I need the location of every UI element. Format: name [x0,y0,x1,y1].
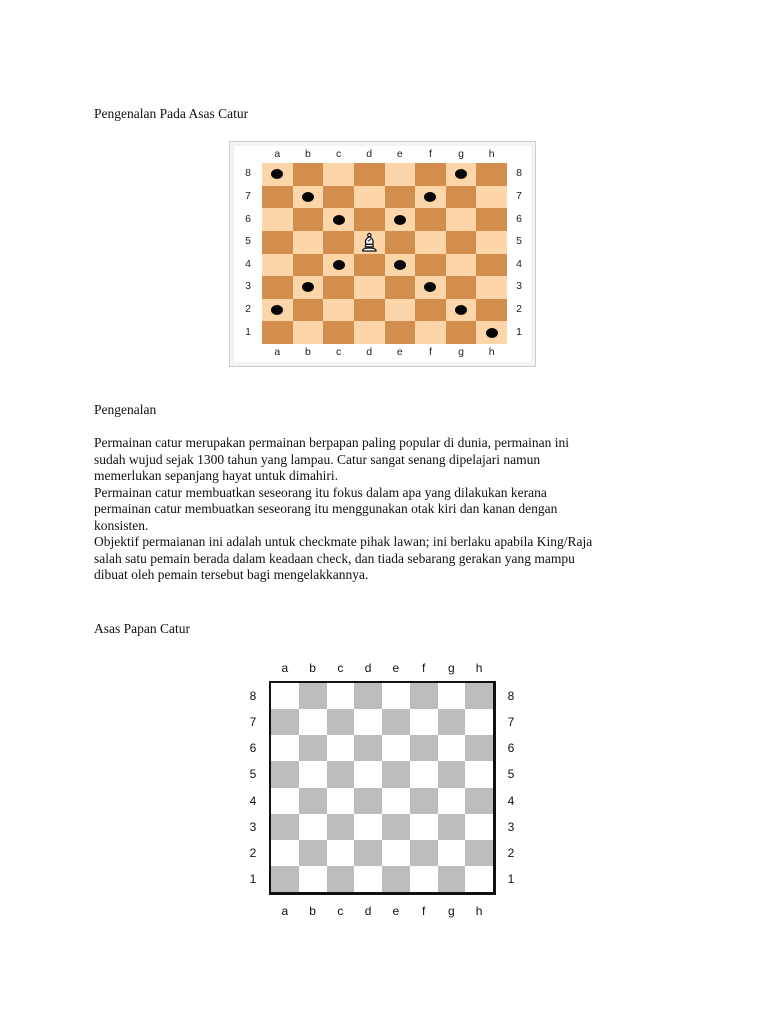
square-d2 [354,299,385,322]
rank-label-left: 6 [245,212,251,225]
square-c6 [323,208,354,231]
square-c8 [327,683,355,709]
square-e8 [382,683,410,709]
paragraph-line: konsisten. [94,517,149,533]
diagram-board [262,163,507,344]
square-h6 [465,735,493,761]
square-h4 [465,788,493,814]
square-g3 [438,814,466,840]
file-label-bottom: c [337,904,344,918]
position-dot [455,169,467,179]
square-g5 [446,231,477,254]
square-g2 [438,840,466,866]
position-dot [455,305,467,315]
square-h8 [465,683,493,709]
rank-label-right: 4 [516,257,522,270]
square-d7 [354,709,382,735]
file-label-bottom: b [309,904,316,918]
rank-label-right: 8 [507,689,515,704]
rank-label-left: 7 [245,189,251,202]
square-c1 [327,866,355,892]
paragraph-line: permainan catur membuatkan seseorang itu menggunakan otak kiri dan kanan dengan [94,501,558,516]
position-dot [486,328,498,338]
square-d3 [354,276,385,299]
square-f7 [410,709,438,735]
square-c7 [327,709,355,735]
square-a2 [271,840,299,866]
paragraph-line: Permainan catur membuatkan seseorang itu fokus dalam apa yang dilakukan kerana [94,484,547,500]
square-g8 [446,163,477,186]
square-f6 [415,208,446,231]
file-label-top: d [366,148,373,160]
square-f3 [415,276,446,299]
square-d7 [354,186,385,209]
square-d2 [354,840,382,866]
rank-label-right: 4 [507,793,515,808]
file-label-bottom: d [366,346,373,358]
square-a8 [262,163,293,186]
file-label-top: h [488,148,495,160]
square-a7 [262,186,293,209]
rank-label-right: 3 [516,280,522,293]
file-label-bottom: a [281,904,289,918]
file-label-top: c [337,661,344,675]
square-a1 [271,866,299,892]
position-dot [271,169,283,179]
square-a5 [262,231,293,254]
square-g7 [446,186,477,209]
empty-board [269,681,496,895]
file-label-top: b [305,148,311,160]
square-f1 [415,321,446,344]
square-g1 [438,866,466,892]
file-label-top: g [448,661,455,675]
rank-label-left: 4 [245,257,251,270]
rank-label-left: 5 [245,235,251,248]
square-e4 [385,254,416,277]
square-c5 [327,761,355,787]
square-g4 [438,788,466,814]
paragraph-line: sudah wujud sejak 1300 tahun yang lampau. Catur sangat senang dipelajari namun [94,451,541,467]
square-d5 [354,231,385,254]
square-g4 [446,254,477,277]
square-d6 [354,735,382,761]
square-e7 [382,709,410,735]
square-b2 [299,840,327,866]
square-f6 [410,735,438,761]
rank-label-left: 7 [249,715,257,730]
square-a2 [262,299,293,322]
square-h5 [476,231,507,254]
square-h3 [465,814,493,840]
file-label-bottom: a [274,346,281,358]
file-label-top: a [281,661,289,675]
file-label-top: e [392,661,400,675]
square-f2 [415,299,446,322]
rank-label-right: 8 [516,167,522,180]
square-e5 [385,231,416,254]
file-label-bottom: f [421,904,426,918]
square-f3 [410,814,438,840]
rank-label-right: 1 [507,871,515,886]
file-label-bottom: e [392,904,400,918]
square-h1 [476,321,507,344]
square-e6 [385,208,416,231]
square-b6 [299,735,327,761]
square-c4 [323,254,354,277]
square-b8 [293,163,324,186]
square-f8 [410,683,438,709]
square-b3 [293,276,324,299]
file-label-top: c [335,148,342,160]
position-dot [333,260,345,270]
square-b7 [299,709,327,735]
position-dot [271,305,283,315]
position-dot [302,282,314,292]
square-d5 [354,761,382,787]
square-a5 [271,761,299,787]
square-f2 [410,840,438,866]
rank-label-left: 4 [249,793,257,808]
paragraph-line: memerlukan sepanjang hayat untuk dimahiri. [94,468,339,483]
square-e1 [385,321,416,344]
rank-label-left: 2 [245,303,251,316]
rank-label-left: 5 [249,767,257,782]
file-label-bottom: b [305,346,311,358]
position-dot [424,282,436,292]
square-d1 [354,321,385,344]
position-dot [302,192,314,202]
rank-label-left: 3 [245,280,251,293]
square-h7 [476,186,507,209]
rank-label-left: 3 [249,819,257,834]
square-a4 [271,788,299,814]
square-g6 [446,208,477,231]
square-f7 [415,186,446,209]
rank-label-right: 5 [507,767,515,782]
square-a3 [271,814,299,840]
square-c7 [323,186,354,209]
square-b6 [293,208,324,231]
square-f1 [410,866,438,892]
rank-label-right: 6 [516,212,522,225]
square-e4 [382,788,410,814]
square-d8 [354,683,382,709]
file-label-bottom: f [428,346,432,358]
square-c2 [327,840,355,866]
square-a8 [271,683,299,709]
paragraph-line: Objektif permaianan ini adalah untuk checkmate pihak lawan; ini berlaku apabila King/Raja [94,534,593,549]
square-a7 [271,709,299,735]
square-d1 [354,866,382,892]
body-paragraph [94,435,674,584]
square-h7 [465,709,493,735]
file-label-bottom: e [396,346,403,358]
square-g8 [438,683,466,709]
bishop-icon [354,231,385,254]
rank-label-right: 5 [516,235,522,248]
square-c4 [327,788,355,814]
square-b7 [293,186,324,209]
square-f5 [410,761,438,787]
file-label-top: h [475,661,483,675]
paragraph-line: Permainan catur merupakan permainan berpapan paling popular di dunia, permainan ini [94,435,569,450]
square-a3 [262,276,293,299]
square-e6 [382,735,410,761]
file-label-top: g [458,148,464,160]
square-b3 [299,814,327,840]
board-section-title: Asas Papan Catur [94,621,190,636]
square-b8 [299,683,327,709]
square-h4 [476,254,507,277]
file-label-bottom: g [448,904,455,918]
square-b4 [293,254,324,277]
square-b5 [299,761,327,787]
square-g3 [446,276,477,299]
file-label-bottom: c [335,346,342,358]
square-c6 [327,735,355,761]
rank-label-right: 7 [516,189,522,202]
square-h3 [476,276,507,299]
rank-label-left: 8 [249,689,257,704]
square-f5 [415,231,446,254]
square-a1 [262,321,293,344]
rank-label-left: 1 [249,871,257,886]
square-e8 [385,163,416,186]
square-h5 [465,761,493,787]
rank-label-left: 2 [249,845,257,860]
square-c1 [323,321,354,344]
rank-label-right: 2 [507,845,515,860]
square-e7 [385,186,416,209]
paragraph-line: dibuat oleh pemain tersebut bagi mengelakkannya. [94,567,369,582]
square-c3 [327,814,355,840]
file-label-top: a [274,148,281,160]
square-f4 [410,788,438,814]
file-label-bottom: d [364,904,372,918]
square-g1 [446,321,477,344]
rank-label-right: 2 [516,303,522,316]
square-d4 [354,254,385,277]
square-c8 [323,163,354,186]
rank-label-right: 3 [507,819,515,834]
square-b1 [299,866,327,892]
square-h2 [476,299,507,322]
file-label-top: f [428,148,432,160]
file-label-bottom: h [488,346,495,358]
paragraph-line: salah satu pemain berada dalam keadaan check, dan tiada sebarang gerakan yang mampu [94,550,575,566]
square-g5 [438,761,466,787]
square-g2 [446,299,477,322]
square-f8 [415,163,446,186]
position-dot [333,215,345,225]
rank-label-left: 1 [245,325,251,338]
square-c2 [323,299,354,322]
position-dot [394,215,406,225]
position-dot [394,260,406,270]
intro-title: Pengenalan Pada Asas Catur [94,106,249,121]
square-a6 [271,735,299,761]
file-label-bottom: g [458,346,464,358]
square-e3 [382,814,410,840]
rank-label-left: 8 [245,167,251,180]
square-g7 [438,709,466,735]
square-e3 [385,276,416,299]
file-label-top: e [396,148,403,160]
square-d4 [354,788,382,814]
square-e5 [382,761,410,787]
square-e2 [385,299,416,322]
square-d3 [354,814,382,840]
square-b4 [299,788,327,814]
square-a4 [262,254,293,277]
square-e2 [382,840,410,866]
rank-label-right: 6 [507,741,515,756]
file-label-top: b [309,661,316,675]
file-label-top: f [421,661,426,675]
position-dot [424,192,436,202]
square-f4 [415,254,446,277]
square-d8 [354,163,385,186]
square-h1 [465,866,493,892]
square-c5 [323,231,354,254]
square-b1 [293,321,324,344]
file-label-top: d [364,661,372,675]
rank-label-left: 6 [249,741,257,756]
rank-label-right: 1 [516,325,522,338]
rank-label-right: 7 [507,715,515,730]
square-e1 [382,866,410,892]
square-a6 [262,208,293,231]
square-h6 [476,208,507,231]
square-d6 [354,208,385,231]
square-g6 [438,735,466,761]
square-c3 [323,276,354,299]
square-b2 [293,299,324,322]
file-label-bottom: h [475,904,483,918]
square-b5 [293,231,324,254]
square-h8 [476,163,507,186]
section-title: Pengenalan [94,402,157,417]
square-h2 [465,840,493,866]
